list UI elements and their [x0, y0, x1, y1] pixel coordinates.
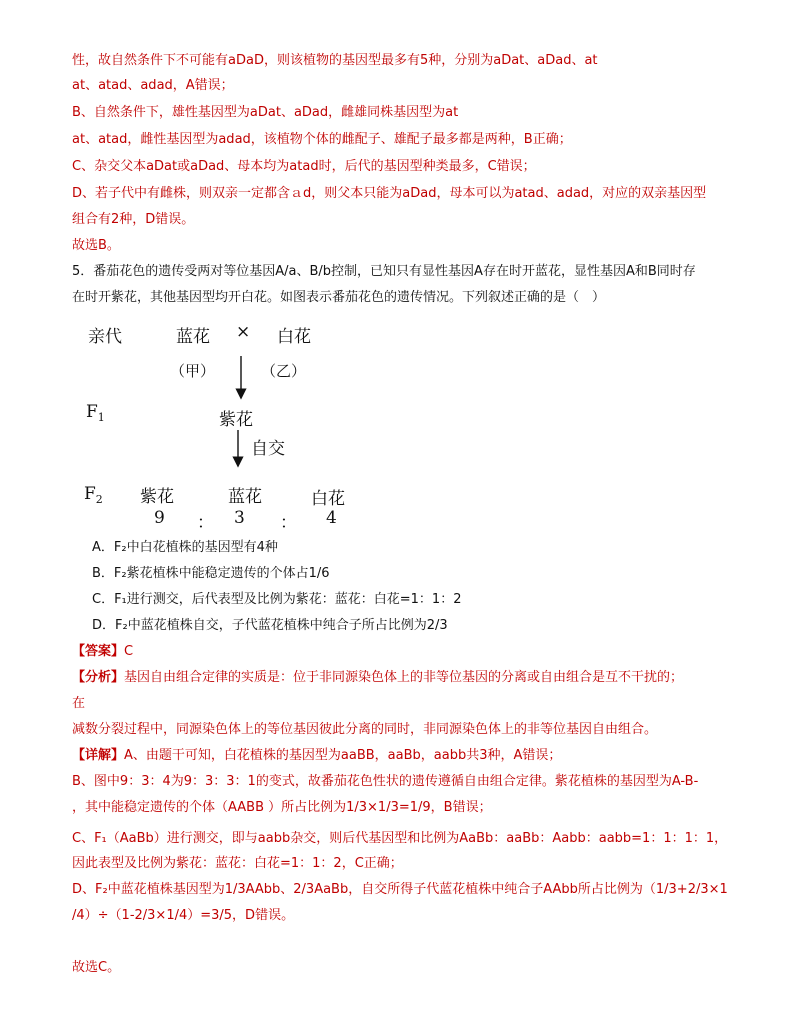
detail-line-5: 因此表型及比例为紫花：蓝花：白花=1：1：2，C正确； — [72, 856, 403, 871]
detail-line-3: ，其中能稳定遗传的个体（AABB ）所占比例为1/3×1/3=1/9，B错误； — [72, 800, 492, 815]
analysis-tag: 【分析】 — [72, 670, 125, 685]
ratio-value: 4 — [326, 508, 337, 528]
text-line: D、若子代中有雌株，则双亲一定都含ａd，则父本只能为aDad，母本可以为atad、adad，对应的双亲基因型 — [72, 186, 707, 201]
f1-subscript: 1 — [97, 411, 105, 424]
f2-phenotype-white: 白花 — [311, 489, 345, 509]
detail-line-4: C、F₁（AaBb）进行测交，即与aabb杂交，则后代基因型和比例为AaBb：aaBb：Aabb：aabb=1：1：1：1， — [72, 831, 728, 846]
ratio-separator: ： — [280, 513, 297, 533]
f1-label — [86, 402, 105, 424]
parent1-phenotype: 蓝花 — [176, 327, 210, 347]
text-line: 组合有2种，D错误。 — [72, 212, 195, 227]
question-line-1: 5．番茄花色的遗传受两对等位基因A/a、B/b控制，已知只有显性基因A存在时开蓝花，显性基因A和B同时存 — [72, 264, 696, 279]
detail-line-6: D、F₂中蓝花植株基因型为1/3AAbb、2/3AaBb，自交所得子代蓝花植株中纯合子AAbb所占比例为（1/3+2/3×1 — [72, 882, 728, 897]
answer-tag: 【答案】 — [72, 644, 125, 659]
analysis-line-2: 在 — [72, 696, 86, 711]
ratio-separator: ： — [197, 513, 214, 533]
f1-letter: F — [86, 402, 98, 422]
detail-tag: 【详解】 — [72, 748, 125, 763]
text-line: C、杂交父本aDat或aDad、母本均为atad时，后代的基因型种类最多，C错误； — [72, 159, 536, 174]
text-line: at、atad、adad，A错误； — [72, 78, 234, 93]
conclusion-line: 故选C。 — [72, 960, 121, 975]
option-a: A．F₂中白花植株的基因型有4种 — [92, 540, 278, 555]
answer-line — [72, 643, 133, 661]
analysis-line-3: 减数分裂过程中，同源染色体上的等位基因彼此分离的同时，非同源染色体上的非等位基因自由组合。 — [72, 722, 658, 737]
answer-value: C — [124, 644, 134, 659]
parent-generation-label: 亲代 — [88, 327, 122, 347]
f1-phenotype: 紫花 — [219, 410, 253, 430]
option-b: B．F₂紫花植株中能稳定遗传的个体占1/6 — [92, 566, 330, 581]
f2-letter: F — [84, 484, 96, 504]
option-d: D．F₂中蓝花植株自交，子代蓝花植株中纯合子所占比例为2/3 — [92, 618, 448, 633]
f2-label — [84, 484, 103, 506]
analysis-text: 基因自由组合定律的实质是：位于非同源染色体上的非等位基因的分离或自由组合是互不干扰的； — [124, 670, 684, 685]
question-line-2: 在时开紫花，其他基因型均开白花。如图表示番茄花色的遗传情况。下列叙述正确的是（ ） — [72, 290, 606, 305]
detail-text: A、由题干可知，白花植株的基因型为aaBB，aaBb，aabb共3种，A错误； — [124, 748, 562, 763]
parent2-phenotype: 白花 — [277, 327, 311, 347]
detail-line-1 — [72, 747, 561, 765]
f2-phenotype-purple: 紫花 — [140, 487, 174, 507]
selfing-label: 自交 — [251, 439, 285, 459]
parent1-tag: （甲） — [170, 362, 216, 380]
f2-phenotype-blue: 蓝花 — [228, 487, 262, 507]
ratio-value: 3 — [234, 508, 245, 528]
text-line: B、自然条件下，雄性基因型为aDat、aDad，雌雄同株基因型为at — [72, 105, 459, 120]
ratio-value: 9 — [154, 508, 165, 528]
text-line: at、atad，雌性基因型为adad，该植物个体的雌配子、雄配子最多都是两种，B正确； — [72, 132, 572, 147]
text-line: 故选B。 — [72, 238, 120, 253]
text-line: 性，故自然条件下不可能有aDaD，则该植物的基因型最多有5种，分别为aDat、aDad、at — [72, 53, 598, 68]
cross-symbol: × — [236, 322, 251, 342]
f2-subscript: 2 — [95, 493, 103, 506]
option-c: C．F₁进行测交，后代表型及比例为紫花：蓝花：白花=1：1：2 — [92, 592, 462, 607]
analysis-line-1 — [72, 669, 683, 687]
parent2-tag: （乙） — [261, 362, 307, 380]
detail-line-2: B、图中9：3：4为9：3：3：1的变式，故番茄花色性状的遗传遵循自由组合定律。紫花植株的基因型为A-B- — [72, 774, 699, 789]
detail-line-7: /4）÷（1-2/3×1/4）=3/5，D错误。 — [72, 908, 295, 923]
